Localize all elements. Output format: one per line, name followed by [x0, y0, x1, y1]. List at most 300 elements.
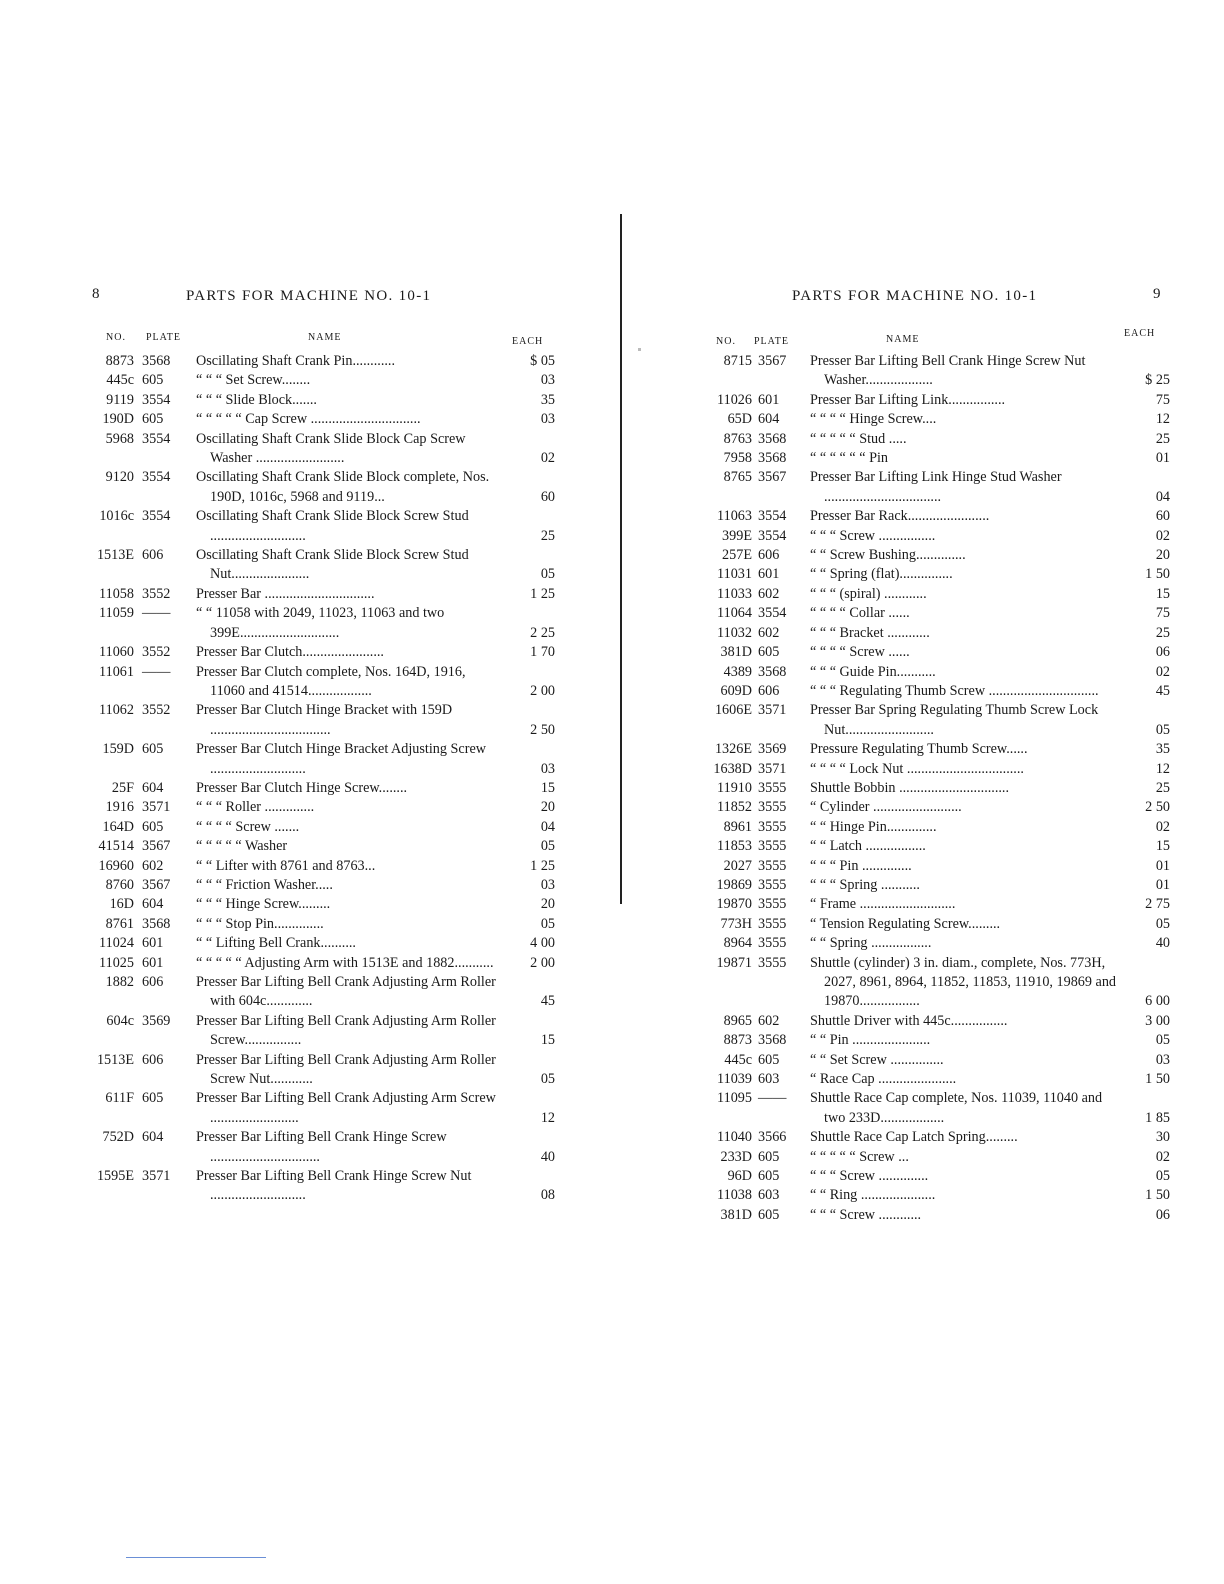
plate-number: 3571 [142, 1168, 171, 1185]
part-name: Shuttle Race Cap complete, Nos. 11039, 11040 and two 233D.................. [810, 1090, 1103, 1126]
part-row [700, 604, 1170, 623]
plate-number: 3568 [758, 450, 787, 467]
part-price: 1 25 [530, 585, 555, 602]
plate-number: 3555 [758, 896, 787, 913]
part-price: 75 [1155, 391, 1170, 408]
part-price: 3 00 [1145, 1012, 1170, 1029]
part-row [700, 449, 1170, 468]
part-name: Oscillating Shaft Crank Pin............ [196, 353, 396, 369]
part-name: Presser Bar Lifting Bell Crank Adjusting Arm Roller Screw Nut............ [196, 1051, 496, 1088]
part-price: 02 [540, 450, 555, 467]
part-name: “ “ “ “ “ “ Pin [810, 450, 888, 467]
plate-number: 3569 [142, 1012, 171, 1029]
part-number: 1595E [96, 1168, 134, 1185]
plate-number: 3569 [758, 741, 787, 758]
part-price: 2 50 [1145, 799, 1170, 816]
part-price: 12 [540, 1109, 555, 1126]
part-name: Presser Bar Lifting Link Hinge Stud Washer ................................. [810, 469, 1062, 505]
part-name: “ “ Ring ..................... [810, 1187, 936, 1204]
part-price: 03 [540, 876, 555, 893]
part-price: 35 [540, 391, 555, 408]
column-headers [80, 332, 555, 350]
part-number: 11064 [717, 605, 752, 622]
part-name: “ “ “ Screw ............ [810, 1206, 922, 1223]
part-name: Presser Bar Lifting Bell Crank Adjusting Arm Roller Screw................ [196, 1012, 496, 1049]
plate-number: 606 [758, 547, 780, 564]
part-price: 2 50 [530, 721, 555, 738]
part-row [80, 391, 555, 410]
part-price: 04 [540, 818, 555, 835]
plate-number: 3555 [758, 935, 787, 952]
part-name: “ “ “ “ “ Adjusting Arm with 1513E and 1882........... [196, 954, 494, 971]
part-number: 11058 [99, 585, 134, 602]
part-number: 773H [720, 915, 752, 932]
plate-number: 3554 [758, 508, 787, 525]
part-price: 12 [1155, 411, 1170, 428]
part-number: 11026 [717, 391, 752, 408]
part-price: 35 [1155, 741, 1170, 758]
part-row [80, 876, 555, 895]
plate-number: 3567 [142, 838, 171, 855]
part-row [700, 1148, 1170, 1167]
part-row [700, 352, 1170, 391]
plate-number: 605 [142, 411, 164, 428]
part-number: 11063 [717, 508, 752, 525]
part-row [700, 565, 1170, 584]
part-name: Presser Bar Spring Regulating Thumb Screw Lock Nut......................... [810, 702, 1099, 738]
part-name: Presser Bar Lifting Bell Crank Hinge Screw Nut Washer................... [810, 353, 1086, 389]
plate-number: 605 [142, 1090, 164, 1107]
part-name: “ “ “ Spring ........... [810, 876, 920, 893]
part-name: “ “ “ Guide Pin........... [810, 663, 936, 680]
part-name: “ “ “ Friction Washer..... [196, 876, 333, 893]
part-number: 1638D [713, 760, 752, 777]
part-number: 11062 [99, 702, 134, 719]
part-number: 1606E [714, 702, 752, 719]
part-number: 11853 [717, 838, 752, 855]
part-number: 4389 [723, 663, 752, 680]
part-name: “ “ “ Stop Pin.............. [196, 915, 324, 932]
plate-number: 3554 [142, 430, 171, 447]
plate-number: 605 [758, 1168, 780, 1185]
part-number: 8765 [723, 469, 752, 486]
part-number: 19869 [716, 876, 752, 893]
part-row [80, 915, 555, 934]
part-row [700, 818, 1170, 837]
plate-number: 604 [142, 1129, 164, 1146]
part-row [700, 682, 1170, 701]
part-name: “ Race Cap ...................... [810, 1071, 957, 1088]
part-number: 16D [109, 896, 134, 913]
part-name: “ “ “ “ Collar ...... [810, 605, 910, 622]
part-number: 8715 [723, 353, 752, 369]
column-header-name: NAME [308, 332, 342, 343]
plate-number: 601 [142, 954, 164, 971]
part-row [80, 546, 555, 585]
part-name: Presser Bar Lifting Bell Crank Hinge Screw Nut ........................... [196, 1168, 472, 1204]
part-name: “ Frame ........................... [810, 896, 956, 913]
plate-number: 3555 [758, 876, 787, 893]
part-number: 381D [720, 1206, 752, 1223]
scan-speck [638, 348, 641, 351]
plate-number: 3571 [142, 799, 171, 816]
part-name: “ “ Lifting Bell Crank.......... [196, 935, 356, 952]
part-price: 15 [1155, 838, 1170, 855]
part-name: Oscillating Shaft Crank Slide Block Screw Stud Nut...................... [196, 547, 469, 583]
plate-number: 3567 [758, 469, 787, 486]
part-price: 75 [1155, 605, 1170, 622]
part-row [700, 663, 1170, 682]
part-number: 1916 [105, 799, 134, 816]
part-row [700, 954, 1170, 1012]
part-number: 41514 [98, 838, 134, 855]
part-row [80, 468, 555, 507]
part-name: “ “ Spring ................. [810, 935, 932, 952]
plate-number: 602 [758, 1012, 780, 1029]
part-row [700, 546, 1170, 565]
part-row [700, 585, 1170, 604]
part-number: 159D [102, 741, 134, 758]
part-number: 65D [727, 411, 752, 428]
plate-number: 3555 [758, 799, 787, 816]
part-row [700, 507, 1170, 526]
part-price: 02 [1155, 527, 1170, 544]
plate-number: 3568 [142, 353, 171, 369]
part-row [80, 973, 555, 1012]
part-number: 1882 [105, 974, 134, 990]
part-number: 2027 [723, 857, 752, 874]
part-number: 752D [102, 1129, 134, 1146]
page-number: 8 [92, 286, 100, 302]
part-name: “ “ “ Set Screw........ [196, 372, 311, 389]
part-number: 8763 [723, 430, 752, 447]
part-price: 4 00 [530, 935, 555, 952]
plate-number: 606 [758, 682, 780, 699]
part-row [80, 701, 555, 740]
part-price: 05 [1155, 1168, 1170, 1185]
part-row [700, 701, 1170, 740]
part-name: Presser Bar Clutch Hinge Bracket Adjusting Screw ........................... [196, 741, 486, 777]
footer-rule [126, 1557, 266, 1558]
part-row [700, 1128, 1170, 1147]
part-price: 03 [540, 372, 555, 389]
part-price: 03 [1155, 1051, 1170, 1068]
plate-number: 3568 [758, 1032, 787, 1049]
part-number: 11025 [99, 954, 134, 971]
plate-number: 606 [142, 1051, 164, 1068]
column-header-plate: PLATE [146, 332, 181, 343]
column-header-each: EACH [1124, 328, 1156, 339]
part-number: 257E [722, 547, 752, 564]
plate-number: 3555 [758, 818, 787, 835]
plate-number: 602 [142, 857, 164, 874]
part-price: 40 [1155, 935, 1170, 952]
plate-number: 3554 [142, 391, 171, 408]
part-name: “ “ “ Hinge Screw......... [196, 896, 331, 913]
part-name: Presser Bar ............................... [196, 585, 375, 602]
part-row [80, 663, 555, 702]
part-name: Shuttle Bobbin ............................... [810, 779, 1010, 796]
part-price: $ 25 [1145, 372, 1170, 389]
plate-number: 3554 [142, 469, 171, 486]
part-price: 2 75 [1145, 896, 1170, 913]
column-header-no: NO. [716, 336, 736, 347]
plate-number: 3555 [758, 857, 787, 874]
plate-number: 3567 [758, 353, 787, 369]
part-name: “ “ “ (spiral) ............ [810, 585, 927, 602]
part-number: 25F [111, 779, 134, 796]
part-row [80, 643, 555, 662]
part-row [700, 1051, 1170, 1070]
part-row [80, 1089, 555, 1128]
part-price: 15 [540, 779, 555, 796]
plate-number: 602 [758, 624, 780, 641]
column-header-each: EACH [512, 336, 544, 347]
part-row [700, 430, 1170, 449]
part-number: 1513E [96, 547, 134, 564]
plate-number: 605 [142, 818, 164, 835]
part-price: 1 70 [530, 644, 555, 661]
plate-number: —— [142, 663, 171, 680]
part-price: 2 00 [530, 954, 555, 971]
part-row [80, 798, 555, 817]
part-row [700, 1167, 1170, 1186]
part-name: “ Tension Regulating Screw......... [810, 915, 1001, 932]
part-price: 05 [540, 915, 555, 932]
part-name: Oscillating Shaft Crank Slide Block complete, Nos. 190D, 1016c, 5968 and 9119... [196, 469, 490, 505]
part-price: 03 [540, 760, 555, 777]
part-price: 1 50 [1145, 566, 1170, 583]
part-row [80, 779, 555, 798]
plate-number: 3555 [758, 954, 787, 971]
part-row [80, 954, 555, 973]
part-number: 8760 [105, 876, 134, 893]
part-name: Presser Bar Clutch Hinge Bracket with 159D .................................. [196, 702, 453, 738]
part-name: “ “ “ Screw ................ [810, 527, 936, 544]
part-price: 05 [1155, 915, 1170, 932]
part-price: 01 [1155, 450, 1170, 467]
part-price: 06 [1155, 644, 1170, 661]
part-row [80, 837, 555, 856]
part-name: “ “ Lifter with 8761 and 8763... [196, 857, 376, 874]
plate-number: 605 [758, 1051, 780, 1068]
part-price: 12 [1155, 760, 1170, 777]
part-row [80, 507, 555, 546]
plate-number: 3554 [758, 605, 787, 622]
part-number: 445c [724, 1051, 752, 1068]
part-row [80, 371, 555, 390]
part-price: 25 [1155, 430, 1170, 447]
part-price: 1 25 [530, 857, 555, 874]
part-number: 164D [102, 818, 134, 835]
part-number: 190D [102, 411, 134, 428]
part-price: 45 [1155, 682, 1170, 699]
part-name: Oscillating Shaft Crank Slide Block Screw Stud ........................... [196, 508, 469, 544]
part-name: “ “ Hinge Pin.............. [810, 818, 937, 835]
plate-number: 603 [758, 1187, 780, 1204]
part-price: 01 [1155, 876, 1170, 893]
part-price: 45 [540, 993, 555, 1010]
part-number: 11852 [717, 799, 752, 816]
part-number: 8873 [723, 1032, 752, 1049]
part-price: 02 [1155, 818, 1170, 835]
part-row [80, 1128, 555, 1167]
part-name: “ “ “ Slide Block....... [196, 391, 317, 408]
part-number: 11039 [717, 1071, 752, 1088]
part-number: 445c [106, 372, 134, 389]
plate-number: 3571 [758, 760, 787, 777]
part-name: “ “ “ Roller .............. [196, 799, 315, 816]
plate-number: 605 [142, 372, 164, 389]
part-name: “ “ “ “ Screw ....... [196, 818, 300, 835]
part-price: 06 [1155, 1206, 1170, 1223]
part-name: “ “ Latch ................. [810, 838, 926, 855]
part-number: 8965 [723, 1012, 752, 1029]
part-name: “ “ “ Screw .............. [810, 1168, 929, 1185]
plate-number: 3568 [758, 663, 787, 680]
part-name: “ “ “ “ “ Stud ..... [810, 430, 907, 447]
plate-number: 603 [758, 1071, 780, 1088]
part-number: 19871 [716, 954, 752, 971]
part-price: 25 [1155, 624, 1170, 641]
part-row [80, 430, 555, 469]
part-price: 25 [540, 527, 555, 544]
column-header-plate: PLATE [754, 336, 789, 347]
part-name: “ “ “ “ “ Screw ... [810, 1148, 909, 1165]
part-price: 60 [540, 488, 555, 505]
part-name: Presser Bar Rack....................... [810, 508, 990, 525]
part-price: 6 00 [1145, 993, 1170, 1010]
part-number: 1326E [714, 741, 752, 758]
part-price: 05 [540, 1071, 555, 1088]
part-number: 11059 [99, 605, 134, 622]
part-name: “ “ Pin ...................... [810, 1032, 931, 1049]
part-number: 11040 [717, 1129, 752, 1146]
part-name: Presser Bar Lifting Bell Crank Hinge Screw ............................... [196, 1129, 447, 1165]
part-number: 399E [722, 527, 752, 544]
part-row [700, 624, 1170, 643]
part-name: “ Cylinder ......................... [810, 799, 962, 816]
part-row [700, 410, 1170, 429]
part-row [700, 1186, 1170, 1205]
part-price: 30 [1155, 1129, 1170, 1146]
part-row [80, 604, 555, 643]
plate-number: 3555 [758, 779, 787, 796]
plate-number: 604 [758, 411, 780, 428]
plate-number: 605 [142, 741, 164, 758]
part-row [700, 643, 1170, 662]
part-name: “ “ “ Regulating Thumb Screw ............................... [810, 682, 1099, 699]
plate-number: 3555 [758, 838, 787, 855]
part-number: 8873 [105, 353, 134, 369]
part-number: 16960 [98, 857, 134, 874]
part-name: Shuttle (cylinder) 3 in. diam., complete, Nos. 773H, 2027, 8961, 8964, 11852, 11853, 11910, 19869 and 19870................. [810, 954, 1117, 1010]
part-name: Presser Bar Lifting Link................ [810, 391, 1006, 408]
part-price: 2 25 [530, 624, 555, 641]
part-name: “ “ “ “ Hinge Screw.... [810, 411, 937, 428]
part-number: 609D [720, 682, 752, 699]
part-price: 08 [540, 1187, 555, 1204]
part-price: 05 [1155, 1032, 1170, 1049]
part-price: 01 [1155, 857, 1170, 874]
parts-list [80, 352, 555, 1206]
plate-number: 3571 [758, 702, 787, 719]
part-price: 05 [540, 566, 555, 583]
part-row [700, 837, 1170, 856]
part-price: $ 05 [530, 353, 555, 369]
part-name: Shuttle Driver with 445c................ [810, 1012, 1008, 1029]
part-row [700, 857, 1170, 876]
part-name: Oscillating Shaft Crank Slide Block Cap Screw Washer ......................... [196, 430, 466, 467]
plate-number: 606 [142, 547, 164, 564]
plate-number: 604 [142, 896, 164, 913]
part-price: 20 [540, 896, 555, 913]
plate-number: 602 [758, 585, 780, 602]
part-row [700, 1070, 1170, 1089]
part-name: Presser Bar Clutch Hinge Screw........ [196, 779, 408, 796]
part-price: 2 00 [530, 682, 555, 699]
part-name: Presser Bar Lifting Bell Crank Adjusting Arm Screw ......................... [196, 1090, 496, 1126]
part-row [80, 352, 555, 371]
part-price: 02 [1155, 1148, 1170, 1165]
part-number: 8964 [723, 935, 752, 952]
part-price: 15 [1155, 585, 1170, 602]
part-number: 1016c [99, 508, 134, 525]
column-header-name: NAME [886, 334, 920, 345]
part-row [700, 740, 1170, 759]
part-price: 25 [1155, 779, 1170, 796]
part-row [700, 915, 1170, 934]
plate-number: 3566 [758, 1129, 787, 1146]
part-row [700, 1089, 1170, 1128]
plate-number: 3554 [758, 527, 787, 544]
part-number: 11095 [717, 1090, 752, 1107]
part-row [80, 934, 555, 953]
part-name: “ “ “ Bracket ............ [810, 624, 930, 641]
part-number: 9119 [106, 391, 134, 408]
part-number: 7958 [723, 450, 752, 467]
plate-number: 605 [758, 1206, 780, 1223]
plate-number: 601 [758, 566, 780, 583]
plate-number: 3552 [142, 702, 171, 719]
part-row [700, 468, 1170, 507]
part-name: “ “ Screw Bushing.............. [810, 547, 966, 564]
plate-number: 3568 [142, 915, 171, 932]
plate-number: 601 [142, 935, 164, 952]
plate-number: 3552 [142, 644, 171, 661]
part-row [700, 876, 1170, 895]
part-number: 11032 [717, 624, 752, 641]
part-row [700, 527, 1170, 546]
plate-number: 605 [758, 644, 780, 661]
part-price: 03 [540, 411, 555, 428]
plate-number: 604 [142, 779, 164, 796]
part-number: 11061 [99, 663, 134, 680]
part-price: 02 [1155, 663, 1170, 680]
gutter-line [620, 214, 622, 904]
part-price: 20 [540, 799, 555, 816]
part-number: 5968 [105, 430, 134, 447]
part-row [700, 1206, 1170, 1225]
part-number: 96D [727, 1168, 752, 1185]
running-head: PARTS FOR MACHINE NO. 10-1 [186, 288, 432, 304]
part-row [700, 798, 1170, 817]
part-price: 40 [540, 1148, 555, 1165]
part-number: 381D [720, 644, 752, 661]
plate-number: 3568 [758, 430, 787, 447]
part-number: 604c [106, 1012, 134, 1029]
part-price: 05 [1155, 721, 1170, 738]
